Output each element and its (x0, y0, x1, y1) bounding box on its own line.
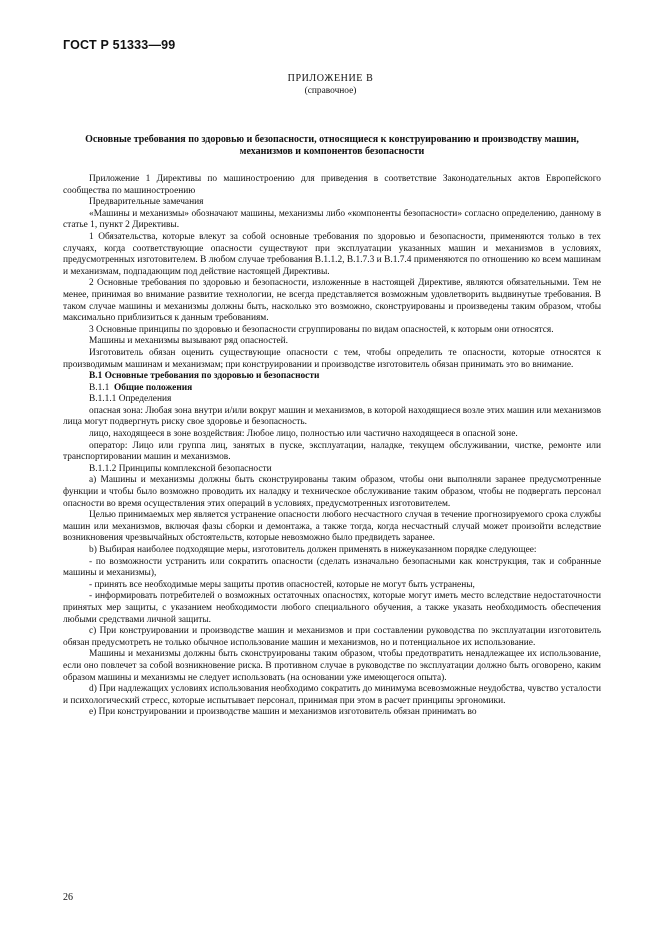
paragraph: d) При надлежащих условиях использования необходимо сократить до минимума всевозможные неудобства, чувство усталости и психологический стресс, которые испытывает персонал, принимая при этом в расчет принципы эргономики. (63, 684, 601, 706)
subsection-heading (63, 383, 601, 395)
list-item: - информировать потребителей о возможных остаточных опасностях, которые могут иметь место вследствие недостаточности принятых мер защиты, с указанием необходимости любого специального обучения, а также указать необходимость обеспечения любыми средствами личной защиты. (63, 591, 601, 625)
paragraph: Изготовитель обязан оценить существующие опасности с тем, чтобы определить те опасности, которые относятся к производимым машинам и механизмам; при конструировании и производстве изготовитель обязан принимать это во внимание. (63, 347, 601, 370)
appendix-label: ПРИЛОЖЕНИЕ В (287, 73, 374, 84)
list-item: - принять все необходимые меры защиты против опасностей, которые не могут быть устранены, (89, 579, 475, 590)
definition: лицо, находящееся в зоне воздействия: Любое лицо, полностью или частично находящееся в опасной зоне. (89, 429, 518, 440)
subsection-number: В.1.1 (89, 382, 110, 393)
page-number: 26 (63, 892, 73, 903)
paragraph: 2 Основные требования по здоровью и безопасности, изложенные в настоящей Директиве, являются обязательными. Тем не менее, принимая во внимание развитие технологии, не всегда представляется возможным удовлетворить выдвинутые требования. В таком случае машины и механизмы должны быть, насколько это возможно, сконструированы и произведены таким образом, чтобы максимально приблизиться к данным требованиям. (63, 278, 601, 324)
paragraph: а) Машины и механизмы должны быть сконструированы таким образом, чтобы они выполняли заранее предусмотренные функции и чтобы было возможно проводить их наладку и техническое обслуживание таким образом, чтобы не подвергать персонал опасности во время осуществления этих операций в условиях, предусмотренных изготовителем. (63, 475, 601, 509)
standard-header: ГОСТ Р 51333—99 (63, 38, 176, 52)
paragraph: «Машины и механизмы» обозначают машины, механизмы либо «компоненты безопасности» согласно определению, данному в статье 1, пункт 2 Директивы. (63, 208, 601, 231)
definition: оператор: Лицо или группа лиц, занятых в пуске, эксплуатации, наладке, текущем обслуживании, чистке, ремонте или транспортировании машин и механизмов. (63, 440, 601, 463)
paragraph: е) При конструировании и производстве машин и механизмов изготовитель обязан принимать во (89, 707, 477, 718)
paragraph: Машины и механизмы вызывают ряд опасностей. (89, 336, 288, 347)
clause-heading: В.1.1.1 Определения (89, 394, 172, 405)
paragraph: b) Выбирая наиболее подходящие меры, изготовитель должен применять в нижеуказанном порядке следующее: (89, 545, 537, 555)
section-heading: В.1 Основные требования по здоровью и безопасности (89, 371, 320, 382)
document-body (63, 174, 601, 719)
document-title: Основные требования по здоровью и безопасности, относящиеся к конструированию и производству машин, механизмов и компонентов безопасности (85, 134, 579, 158)
paragraph: Предварительные замечания (89, 197, 204, 208)
subsection-title: Общие положения (114, 382, 193, 393)
paragraph: Приложение 1 Директивы по машиностроению для приведения в соответствие Законодательных актов Европейского сообщества по машиностроению (63, 174, 601, 196)
definition: опасная зона: Любая зона внутри и/или вокруг машин и механизмов, в которой находящиеся возле этих машин или механизмов лица могут подвергнуть риску свое здоровье и безопасность. (63, 405, 601, 428)
clause-heading: В.1.1.2 Принципы комплексной безопасности (89, 463, 272, 474)
paragraph: с) При конструировании и производстве машин и механизмов и при составлении руководства по эксплуатации изготовитель обязан предусмотреть не только обычное использование машин и механизмов, но и потенциальное их использование. (63, 626, 601, 648)
appendix-note: (справочное) (304, 86, 357, 96)
paragraph: 3 Основные принципы по здоровью и безопасности сгруппированы по видам опасностей, к которым они относятся. (89, 324, 554, 335)
paragraph: Целью принимаемых мер является устранение опасности любого несчастного случая в течение прогнозируемого срока службы машин или механизмов, включая фазы сборки и демонтажа, а также тогда, когда несчастный случай может произойти вследствие возникновения чрезвычайных обстоятельств, которые невозможно было предвидеть заранее. (63, 510, 601, 544)
paragraph: Машины и механизмы должны быть сконструированы таким образом, чтобы предотвратить ненадлежащее их использование, если оно повлечет за собой возникновение риска. В противном случае в руководстве по эксплуатации должно быть оговорено, каким образом машины и механизмы не следует использовать (на основании уже имеющегося опыта). (63, 649, 601, 683)
paragraph: 1 Обязательства, которые влекут за собой основные требования по здоровью и безопасности, применяются только в тех случаях, когда соответствующие опасности существуют при эксплуатации указанных машин и механизмов в условиях, предусмотренных изготовителем. В любом случае требования В.1.1.2, В.1.7.3 и В.1.7.4 применяются по отношению ко всем машинам и механизмам, подпадающим под действие настоящей Директивы. (63, 231, 601, 277)
list-item: - по возможности устранить или сократить опасности (сделать изначально безопасными как конструкция, так и собранные машины и механизмы), (63, 556, 601, 579)
